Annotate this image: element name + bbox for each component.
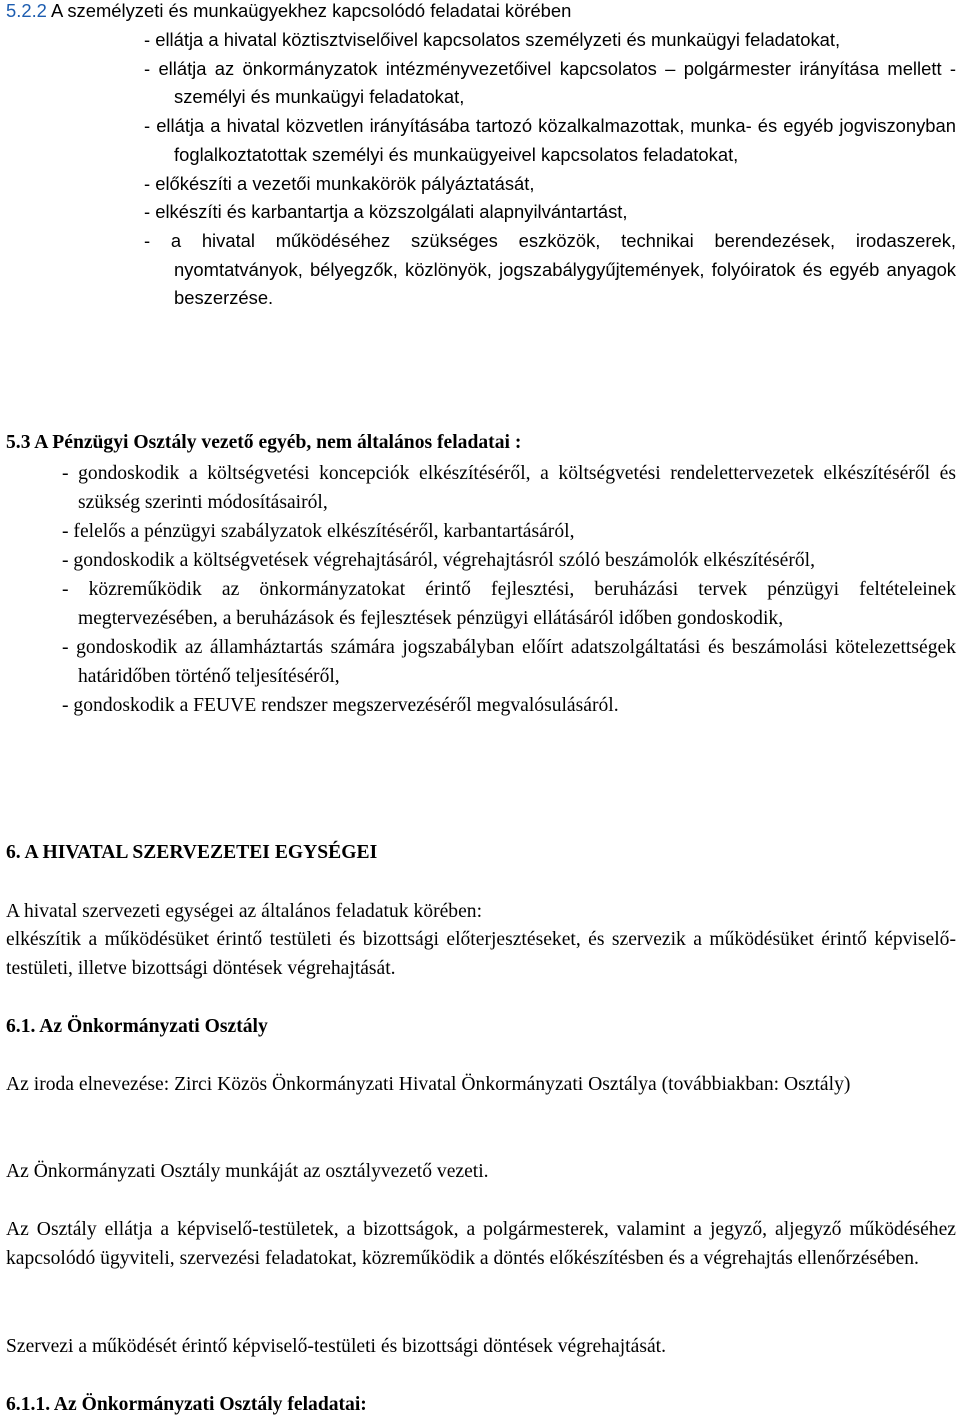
paragraph: Az Önkormányzati Osztály munkáját az osztályvezető vezeti. [6, 1161, 489, 1182]
section-5-2-2-list [144, 26, 956, 313]
list-item: - előkészíti a vezetői munkakörök pályáztatását, [144, 172, 535, 194]
paragraph: elkészítik a működésüket érintő testületi és bizottsági előterjesztéseket, és szervezik a működésüket érintő képviselő-testületi, illetve bizottsági döntések végrehajtását. [6, 929, 956, 979]
list-item: - felelős a pénzügyi szabályzatok elkészítéséről, karbantartásáról, [62, 521, 575, 542]
list-item: - a hivatal működéséhez szükséges eszközök, technikai berendezések, irodaszerek, nyomtatványok, bélyegzők, közlönyök, jogszabálygyűjtemények, folyóiratok és egyéb anyagok beszerzése. [144, 229, 956, 309]
section-title-text: 6.1. Az Önkormányzati Osztály [6, 1016, 268, 1037]
list-item: - ellátja az önkormányzatok intézményvezetőivel kapcsolatos – polgármester irányítása mellett - személyi és munkaügyi feladatokat, [144, 57, 956, 108]
list-item: - gondoskodik az államháztartás számára jogszabályban előírt adatszolgáltatási és beszámolási kötelezettségek határidőben történő teljesítéséről, [62, 637, 956, 687]
section-5-2-2-heading [6, 0, 956, 26]
section-6-heading [6, 838, 377, 867]
section-title-text: A személyzeti és munkaügyekhez kapcsolódó feladatai körében [46, 0, 572, 21]
list-item: - ellátja a hivatal köztisztviselőivel kapcsolatos személyzeti és munkaügyi feladatokat, [144, 29, 841, 50]
paragraph: Az iroda elnevezése: Zirci Közös Önkormányzati Hivatal Önkormányzati Osztálya (továbbiakban: Osztály) [6, 1074, 851, 1095]
paragraph: A hivatal szervezeti egységei az általános feladatuk körében: [6, 901, 483, 922]
section-title-text: 5.3 A Pénzügyi Osztály vezető egyéb, nem általános feladatai : [6, 432, 522, 453]
section-title-text: 6.1.1. Az Önkormányzati Osztály feladatai: [6, 1394, 367, 1415]
list-item: - elkészíti és karbantartja a közszolgálati alapnyilvántartást, [144, 201, 628, 223]
list-item: - ellátja a hivatal közvetlen irányításába tartozó közalkalmazottak, munka- és egyéb jogviszonyban foglalkoztatottak személyi és munkaügyeivel kapcsolatos feladatokat, [144, 115, 956, 165]
section-5-3-heading [6, 428, 956, 457]
list-item: - gondoskodik a költségvetések végrehajtásáról, végrehajtásról szóló beszámolók elkészítéséről, [62, 550, 816, 571]
section-5-3-list [62, 459, 956, 720]
list-item: - gondoskodik a költségvetési koncepciók elkészítéséről, a költségvetési rendelettervezetek elkészítéséről és szükség szerinti módosításairól, [62, 463, 956, 513]
paragraph: Szervezi a működését érintő képviselő-testületi és bizottsági döntések végrehajtását. [6, 1336, 666, 1357]
list-item: - gondoskodik a FEUVE rendszer megszervezéséről megvalósulásáról. [62, 695, 619, 716]
list-item: - közreműködik az önkormányzatokat érintő fejlesztési, beruházási tervek pénzügyi feltételeinek megtervezésében, a beruházások és fejlesztések pénzügyi ellátásáról időben gondoskodik, [62, 579, 956, 629]
section-title-text: 6. A HIVATAL SZERVEZETEI EGYSÉGEI [6, 842, 378, 863]
section-6-1-1-heading [6, 1390, 367, 1419]
paragraph: Az Osztály ellátja a képviselő-testületek, a bizottságok, a polgármesterek, valamint a jegyző, aljegyző működéséhez kapcsolódó ügyviteli, szervezési feladatokat, közreműködik a döntés előkészítésben és a végrehajtás ellenőrzésében. [6, 1219, 956, 1269]
section-6-1-heading [6, 1012, 268, 1041]
section-number: 5.2.2 [6, 0, 47, 21]
